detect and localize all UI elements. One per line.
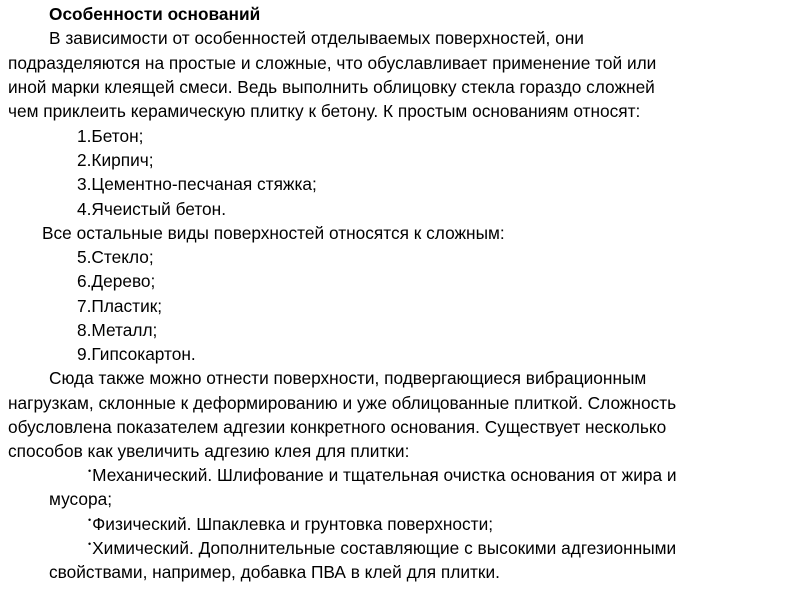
simple-base-item: 2.Кирпич;: [77, 150, 154, 170]
method-text: Физический. Шпаклевка и грунтовка поверхности;: [92, 514, 494, 534]
method-text: Механический. Шлифование и тщательная очистка основания от жира и: [92, 465, 677, 485]
complex-base-item: 8.Металл;: [77, 320, 158, 340]
paragraph2-line-3: обусловлена показателем адгезии конкретного основания. Существует несколько: [8, 417, 667, 437]
intro-line-4: чем приклеить керамическую плитку к бетону. К простым основаниям относят:: [8, 101, 641, 121]
intro-line-3: иной марки клеящей смеси. Ведь выполнить облицовку стекла гораздо сложней: [8, 77, 655, 97]
bullet-icon: •: [88, 466, 92, 476]
method-item-chemical-cont: свойствами, например, добавка ПВА в клей для плитки.: [49, 562, 500, 582]
bullet-icon: •: [88, 515, 92, 525]
bullet-icon: •: [88, 539, 92, 549]
complex-intro: Все остальные виды поверхностей относятся к сложным:: [42, 223, 505, 243]
document-title: Особенности оснований: [49, 4, 261, 24]
paragraph2-line-1: Сюда также можно отнести поверхности, подвергающиеся вибрационным: [49, 368, 647, 388]
intro-line-2: подразделяются на простые и сложные, что обуславливает применение той или: [8, 53, 657, 73]
complex-base-item: 5.Стекло;: [77, 247, 154, 267]
simple-base-item: 4.Ячеистый бетон.: [77, 199, 227, 219]
simple-base-item: 1.Бетон;: [77, 126, 144, 146]
method-item-mechanical: [88, 463, 677, 487]
method-item-physical: [88, 512, 493, 536]
simple-base-item: 3.Цементно-песчаная стяжка;: [77, 174, 317, 194]
method-item-chemical: [88, 536, 676, 560]
paragraph2-line-2: нагрузкам, склонные к деформированию и уже облицованные плиткой. Сложность: [8, 393, 677, 413]
method-item-mechanical-cont: мусора;: [49, 489, 112, 509]
complex-base-item: 6.Дерево;: [77, 271, 156, 291]
complex-base-item: 7.Пластик;: [77, 296, 163, 316]
complex-base-item: 9.Гипсокартон.: [77, 344, 196, 364]
intro-line-1: В зависимости от особенностей отделываемых поверхностей, они: [49, 28, 584, 48]
method-text: Химический. Дополнительные составляющие с высокими адгезионными: [92, 538, 677, 558]
paragraph2-line-4: способов как увеличить адгезию клея для плитки:: [8, 441, 410, 461]
